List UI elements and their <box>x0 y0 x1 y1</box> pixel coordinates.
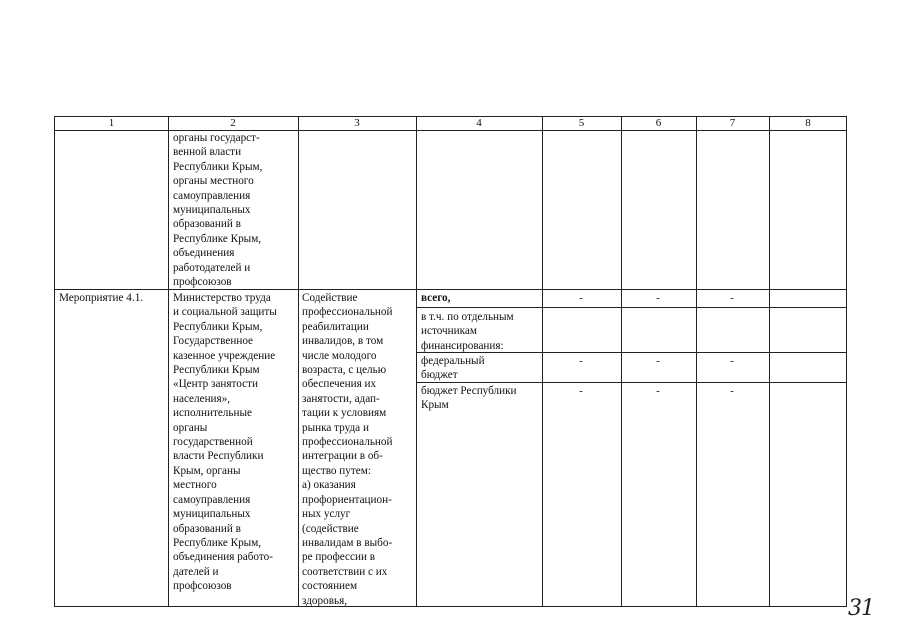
value-dash: - <box>730 385 734 397</box>
value-dash: - <box>579 385 583 397</box>
page-number: 31 <box>848 596 874 621</box>
budget-table <box>54 116 847 607</box>
header-col-1: 1 <box>108 117 115 129</box>
funding-total-label: всего, <box>421 292 451 304</box>
header-col-2: 2 <box>230 117 236 129</box>
header-col-8: 8 <box>805 117 811 129</box>
row2-col3-description: Содействие профессиональной реабилитации инвалидов, в том числе молодого возраста, с целью обеспечения их занятости, адап- тации к условиям рынка труда и профессиональной интеграции в об- щество путем: а) оказания профориентацион- ных услуг (содействие инвалидам в выбо- ре профессии в соответствии с их состоянием здоровья, <box>302 292 393 607</box>
funding-regional-label: бюджет Республики Крым <box>421 385 517 412</box>
col-divider <box>168 117 169 606</box>
value-dash: - <box>656 292 660 304</box>
value-dash: - <box>656 385 660 397</box>
col-divider <box>542 117 543 606</box>
col-divider <box>298 117 299 606</box>
funding-by-source-label: в т.ч. по отдельным источникам финансирования: <box>421 311 514 352</box>
row2-measure-label: Мероприятие 4.1. <box>59 292 144 304</box>
header-col-6: 6 <box>655 117 662 129</box>
col-divider <box>416 117 417 606</box>
header-col-3: 3 <box>354 117 360 129</box>
col-divider <box>696 117 697 606</box>
header-col-7: 7 <box>729 117 736 129</box>
col-divider <box>621 117 622 606</box>
value-dash: - <box>579 355 583 367</box>
value-dash: - <box>656 355 660 367</box>
col-divider <box>769 117 770 606</box>
value-dash: - <box>730 355 734 367</box>
funding-federal-label: федеральный бюджет <box>421 355 485 382</box>
row1-col2-organizations: органы государст- венной власти Республики Крым, органы местного самоуправления муниципальных образований в Республике Крым, объединения работодателей и профсоюзов <box>173 132 263 289</box>
subrow-divider <box>416 307 846 308</box>
value-dash: - <box>579 292 583 304</box>
header-col-5: 5 <box>578 117 585 129</box>
value-dash: - <box>730 292 734 304</box>
header-col-4: 4 <box>476 117 482 129</box>
row2-col2-executors: Министерство труда и социальной защиты Республики Крым, Государственное казенное учреждение Республики Крым «Центр занятости населения», исполнительные органы государственной власти Республики Крым, органы местного самоуправления муниципальных образований в Республике Крым, объединения работо- дателей и профсоюзов <box>173 292 277 593</box>
